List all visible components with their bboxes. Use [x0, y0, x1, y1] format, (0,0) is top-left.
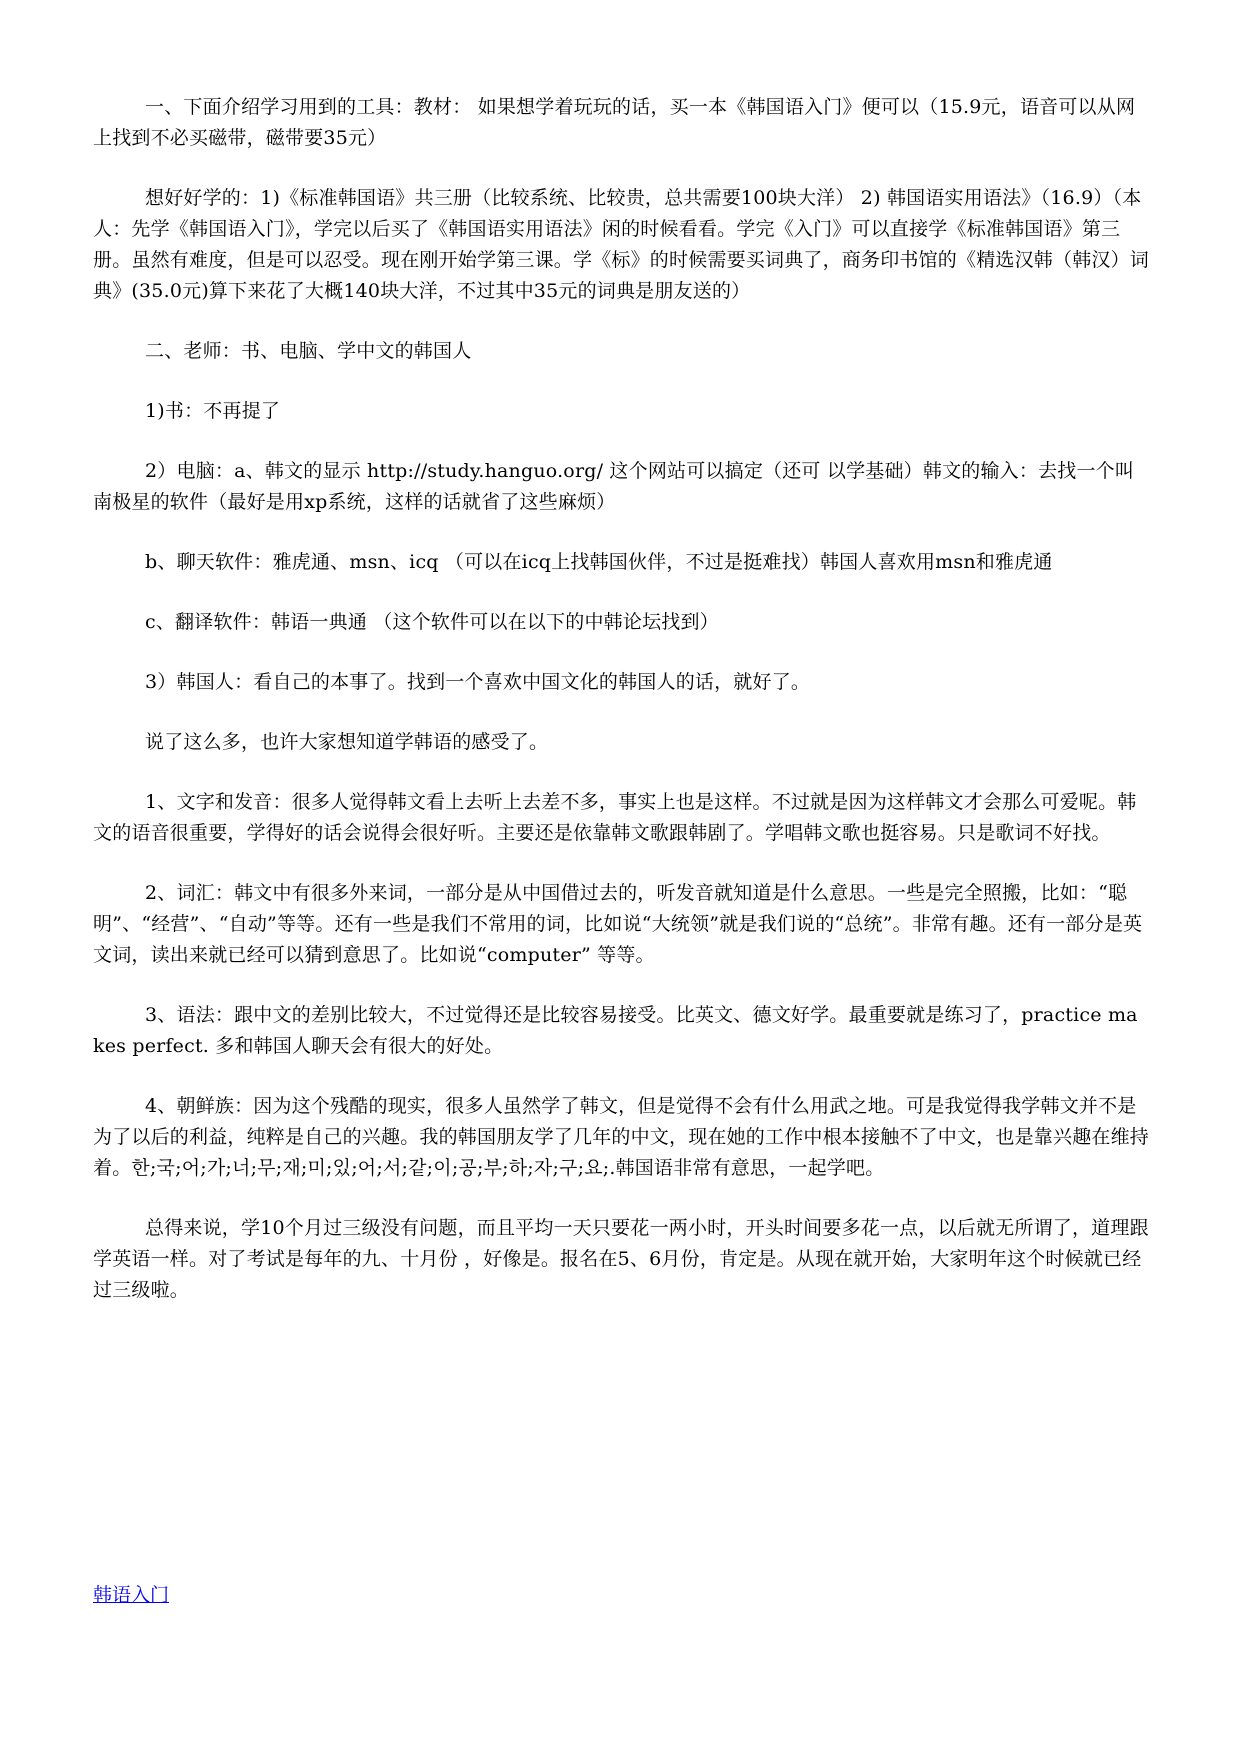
- paragraph-vocabulary: 2、词汇：韩文中有很多外来词，一部分是从中国借过去的，听发音就知道是什么意思。一些是完全照搬，比如：“聪明”、“经营”、“自动”等等。还有一些是我们不常用的词，比如说“大统领”就是我们说的“总统”。非常有趣。还有一部分是英文词，读出来就已经可以猜到意思了。比如说“computer” 等等。: [93, 882, 1143, 966]
- paragraph-teachers: 二、老师：书、电脑、学中文的韩国人: [145, 340, 472, 362]
- korean-intro-link[interactable]: 韩语入门: [93, 1584, 170, 1606]
- paragraph-computer: 2）电脑：a、韩文的显示 http://study.hanguo.org/ 这个网站可以搞定（还可 以学基础）韩文的输入：去找一个叫南极星的软件（最好是用xp系统，这样的话就省了这些麻烦）: [93, 460, 1135, 513]
- paragraph-summary: 总得来说，学10个月过三级没有问题，而且平均一天只要花一两小时，开头时间要多花一点，以后就无所谓了，道理跟学英语一样。对了考试是每年的九、十月份 ，好像是。报名在5、6月份，肯定是。从现在就开始，大家明年这个时候就已经过三级啦。: [93, 1217, 1149, 1301]
- article-body: [93, 92, 1149, 1335]
- paragraph-writing-pronunciation: 1、文字和发音：很多人觉得韩文看上去听上去差不多，事实上也是这样。不过就是因为这样韩文才会那么可爱呢。韩文的语音很重要，学得好的话会说得会很好听。主要还是依靠韩文歌跟韩剧了。学唱韩文歌也挺容易。只是歌词不好找。: [93, 791, 1137, 844]
- footer-link-container: [93, 1580, 169, 1611]
- paragraph-translation-software: c、翻译软件：韩语一典通 （这个软件可以在以下的中韩论坛找到）: [145, 611, 719, 633]
- paragraph-grammar: 3、语法：跟中文的差别比较大，不过觉得还是比较容易接受。比英文、德文好学。最重要就是练习了，practice makes perfect. 多和韩国人聊天会有很大的好处。: [93, 1004, 1138, 1057]
- paragraph-books: 1)书：不再提了: [145, 400, 281, 422]
- paragraph-serious-study: 想好好学的：1)《标准韩国语》共三册（比较系统、比较贵，总共需要100块大洋） 2) 韩国语实用语法》（16.9）（本人：先学《韩国语入门》，学完以后买了《韩国语实用语法》闲的时候看看。学完《入门》可以直接学《标准韩国语》第三册。虽然有难度，但是可以忍受。现在刚开始学第三课。学《标》的时候需要买词典了，商务印书馆的《精选汉韩（韩汉）词典》(35.0元)算下来花了大概140块大洋，不过其中35元的词典是朋友送的）: [93, 187, 1150, 302]
- paragraph-chat-software: b、聊天软件：雅虎通、msn、icq （可以在icq上找韩国伙伴，不过是挺难找）韩国人喜欢用msn和雅虎通: [145, 551, 1053, 573]
- paragraph-korean-people: 3）韩国人：看自己的本事了。找到一个喜欢中国文化的韩国人的话，就好了。: [145, 671, 811, 693]
- paragraph-feelings-intro: 说了这么多，也许大家想知道学韩语的感受了。: [145, 731, 549, 753]
- paragraph-korean-ethnic: 4、朝鲜族：因为这个残酷的现实，很多人虽然学了韩文，但是觉得不会有什么用武之地。可是我觉得我学韩文并不是为了以后的利益，纯粹是自己的兴趣。我的韩国朋友学了几年的中文，现在她的工作中根本接触不了中文，也是靠兴趣在维持着。한;국;어;가;너;무;재;미;있;어;서;같;이;공;부;하;자;구;요;.韩国语非常有意思，一起学吧。: [93, 1095, 1150, 1179]
- paragraph-tools-intro: 一、下面介绍学习用到的工具：教材： 如果想学着玩玩的话，买一本《韩国语入门》便可以（15.9元，语音可以从网上找到不必买磁带，磁带要35元）: [93, 96, 1136, 149]
